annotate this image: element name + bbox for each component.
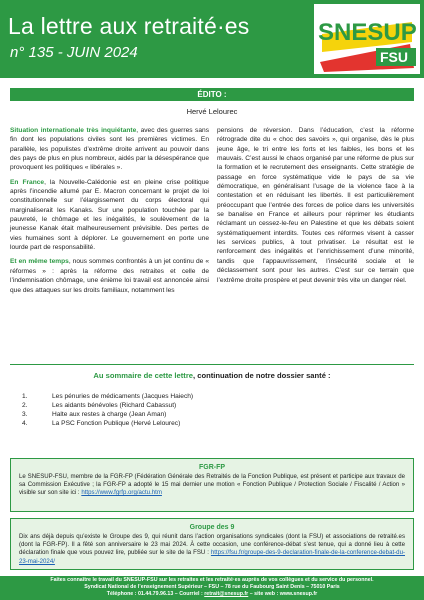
summary-section — [10, 364, 414, 444]
paragraph-lead: Et en même temps — [10, 258, 69, 266]
list-item — [22, 392, 414, 401]
list-label: Les aidants bénévoles (Richard Cabassut) — [52, 402, 177, 409]
footer-email-link[interactable]: retrait@snesup.fr — [204, 591, 249, 597]
list-number: 1. — [22, 393, 28, 400]
groupe-des-9-body: Dix ans déjà depuis qu’existe le Groupe des 9, qui réunit dans l’action organisations syndicales (dont la FSU) et associations de retraité.es (dont la FGR-FP). Il a fêté son anniversaire le 23 mai 2024. À cette occasion, une conférence-débat s’est tenue, qui a donné lieu à cette déclaration finale que vous pouvez lire, publiée sur le site de la FSU : — [19, 533, 405, 557]
paragraph — [10, 257, 209, 294]
summary-list — [22, 392, 414, 428]
list-number: 3. — [22, 411, 28, 418]
fgr-fp-link[interactable]: https://www.fgrfp.org/actu.htm — [81, 489, 162, 497]
paragraph — [10, 126, 209, 173]
groupe-des-9-box — [10, 518, 414, 570]
newsletter-title: La lettre aux retraité·es — [8, 13, 250, 39]
footer-line-1: Faites connaître le travail du SNESUP-FSU sur les retraites et les retraité·es auprès de vos collègues et du service du personnel. — [50, 577, 374, 583]
list-number: 2. — [22, 402, 28, 409]
fgr-fp-box — [10, 458, 414, 512]
groupe-des-9-text — [11, 531, 413, 566]
paragraph-lead: En France — [10, 178, 45, 186]
summary-title-rest: , continuation de notre dossier santé : — [193, 371, 331, 380]
paragraph — [10, 178, 209, 253]
fgr-fp-body: Le SNESUP-FSU, membre de la FGR-FP (Fédération Générale des Retraités de la Fonction Publique, est présent et participe aux travaux de sa Commission Exécutive ; la FGR-FP a adopté le 15 mai dernier une motion « Fonction Publique / Protection Sociale / Fiscalité / Action » visible sur son site ici : — [19, 473, 405, 497]
paragraph-text: , nous sommes confrontés à un jet continu de « réformes » : après la réforme des retraites et celle de l’indemnisation chômage, une énième loi travail est annoncée ainsi que des attaques sur les droits familiaux, notamment les — [10, 258, 209, 294]
edito-heading: ÉDITO : — [10, 88, 414, 101]
paragraph-text: , la Nouvelle-Calédonie est en pleine crise politique après l’incendie allumé par E. Macron concernant le projet de loi constitutionnelle sur l’élargissement du corps électoral qui marginaliserait les Kanaks. Sur une population touchée par la pauvreté, le chômage et les inégalités, le soulèvement de la jeunesse Kanak était malheureusement prévisible. Des pertes de vies humaines sont à déplorer. Le gouvernement en porte une lourde part de responsabilité. — [10, 178, 209, 252]
list-item — [22, 410, 414, 419]
list-label: La PSC Fonction Publique (Hervé Lelourec) — [52, 420, 181, 427]
paragraph-text: , avec des guerres sans fin dont les populations civiles sont les premières victimes. En parallèle, les populistes d’extrême droite arrivent au pouvoir dans des pays de plus en plus nombreux, aidés par la désespérance que provoquent les politiques « libérales ». — [10, 127, 209, 172]
groupe-des-9-title: Groupe des 9 — [189, 524, 235, 531]
edito-author: Hervé Lelourec — [186, 107, 238, 116]
list-label: Les pénuries de médicaments (Jacques Haiech) — [52, 393, 194, 400]
list-number: 4. — [22, 420, 28, 427]
article-right-column — [217, 126, 414, 290]
footer-separator: – site web : — [248, 591, 280, 597]
paragraph-lead: Situation internationale très inquiétante — [10, 127, 137, 134]
list-item — [22, 419, 414, 428]
summary-title — [10, 371, 414, 380]
fgr-fp-text — [11, 471, 413, 498]
header-banner — [0, 0, 424, 78]
groupe-des-9-link[interactable]: https://fsu.fr/groupe-des-9-declaration-finale-de-la-conference-debat-du-23-mai-2024/ — [19, 549, 405, 565]
footer-phone: Téléphone : 01.44.79.96.13 – Courriel : — [106, 591, 205, 597]
fgr-fp-title: FGR-FP — [198, 464, 226, 471]
logo-text: SNESUP — [318, 19, 417, 46]
paragraph-text: pensions de réversion. Dans l’éducation, c’est la réforme rétrograde dite du « choc des savoirs », qui organise, dès le plus jeune âge, le tri entre les forts et les faibles, les bons et les mauvais. C’est aussi le chaos organisé par une réforme de plus sur la formation et le recrutement des enseignants. Cette stratégie de passage en force systématique vide le pays de sa vie démocratique, en généralisant l’usage de la violence face à la contestation et en réduisant les libertés. Il est particulièrement préoccupant que l’entrée des forces de police dans les universités se banalise en France et ailleurs pour réprimer les étudiants réclamant un cessez-le-feu en Palestine et que les débats soient systématiquement interdits. Toutes ces réformes visent à casser les services publics, à tout privatiser. Le résultat est le renforcement des inégalités et l’enrichissement d’une minorité, tandis que l’appauvrissement, l’insécurité sociale et le déclassement sont pour les autres. C’est sur ce terrain que l’extrême droite prospère et peut devenir très vite un danger réel. — [217, 127, 414, 284]
summary-title-highlight: Au sommaire de cette lettre — [93, 371, 194, 380]
article-left-column — [10, 126, 209, 300]
list-label: Halte aux restes à charge (Jean Aman) — [52, 411, 167, 418]
logo-badge: FSU — [380, 49, 408, 65]
footer — [0, 576, 424, 600]
footer-line-3 — [0, 591, 424, 598]
issue-number: n° 135 - JUIN 2024 — [10, 44, 138, 61]
footer-line-2: Syndicat National de l’enseignement Supérieur – FSU – 78 rue du Faubourg Saint Denis – 75010 Paris — [84, 584, 340, 590]
snesup-fsu-logo — [314, 4, 420, 74]
list-item — [22, 401, 414, 410]
footer-website-link[interactable]: www.snesup.fr — [279, 591, 318, 597]
